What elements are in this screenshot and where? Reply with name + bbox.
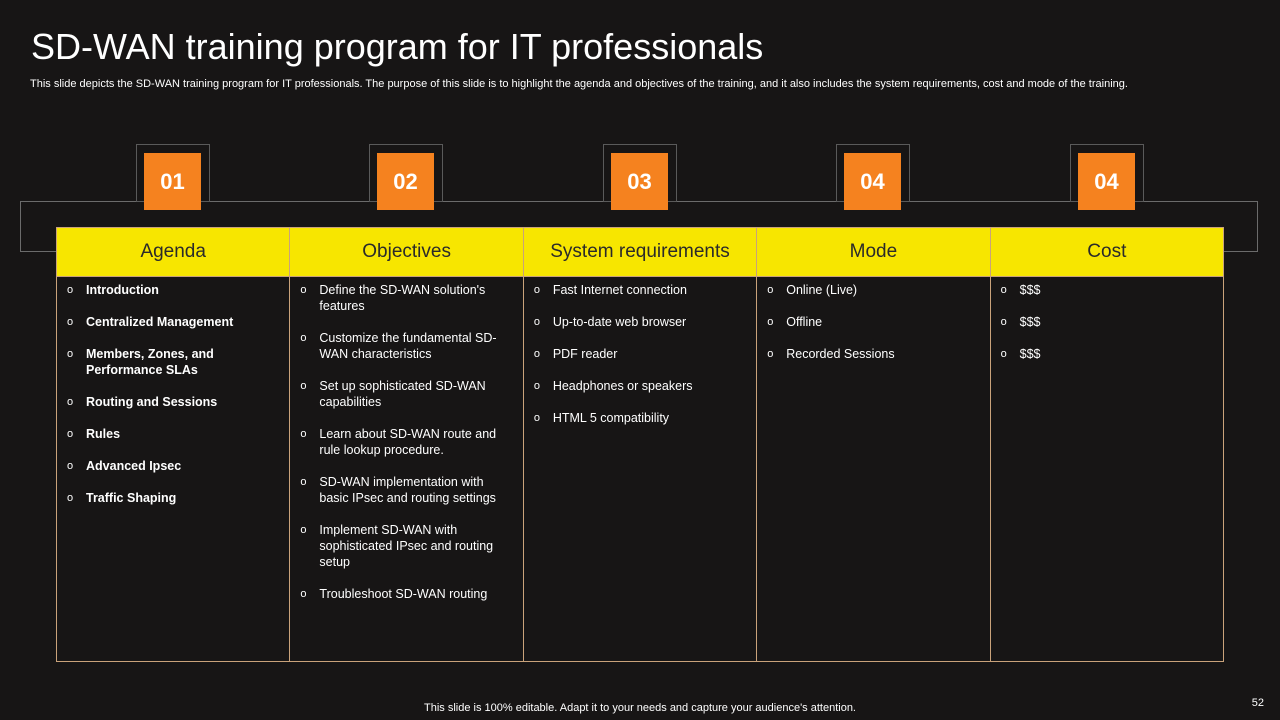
slide-subtitle: This slide depicts the SD-WAN training program for IT professionals. The purpose of this slide is to highlight the agenda and objectives of the training, and it also includes the system requirements, cost and mode of the training.	[30, 78, 1128, 90]
list-item-text: PDF reader	[552, 347, 618, 361]
list-item	[67, 394, 271, 410]
list-item	[534, 378, 738, 394]
circle-bullet-icon: o	[1000, 316, 1007, 328]
list-item	[767, 346, 971, 362]
circle-bullet-icon: o	[67, 428, 74, 440]
circle-bullet-icon: o	[300, 428, 307, 440]
objectives-list	[290, 277, 522, 618]
circle-bullet-icon: o	[67, 316, 74, 328]
column-header: Cost	[991, 228, 1223, 277]
list-item-text: Define the SD-WAN solution's features	[319, 283, 486, 313]
list-item	[67, 282, 271, 298]
list-item-text: Fast Internet connection	[552, 283, 687, 297]
circle-bullet-icon: o	[300, 476, 307, 488]
column-header: System requirements	[524, 228, 756, 277]
list-item	[1001, 314, 1205, 330]
list-item	[300, 426, 504, 458]
list-item-text: HTML 5 compatibility	[552, 411, 670, 425]
list-item-text: Offline	[786, 315, 823, 329]
list-item	[67, 458, 271, 474]
list-item-text: $$$	[1019, 315, 1041, 329]
column-cost	[991, 228, 1223, 661]
list-item-text: Up-to-date web browser	[552, 315, 687, 329]
list-item-text: Rules	[86, 427, 121, 441]
list-item-text: Routing and Sessions	[86, 395, 218, 409]
list-item-text: Online (Live)	[786, 283, 858, 297]
page-number: 52	[1251, 697, 1264, 709]
step-number-badge: 02	[377, 153, 434, 210]
list-item-text: $$$	[1019, 347, 1041, 361]
circle-bullet-icon: o	[300, 332, 307, 344]
system-requirements-list	[524, 277, 756, 442]
column-header: Objectives	[290, 228, 522, 277]
step-number-badge: 04	[844, 153, 901, 210]
list-item-text: Members, Zones, and Performance SLAs	[86, 347, 214, 377]
step-number-badge: 01	[144, 153, 201, 210]
training-table	[56, 227, 1224, 662]
circle-bullet-icon: o	[67, 492, 74, 504]
list-item	[300, 378, 504, 410]
circle-bullet-icon: o	[300, 380, 307, 392]
list-item-text: Centralized Management	[86, 315, 234, 329]
circle-bullet-icon: o	[533, 412, 540, 424]
list-item-text: Recorded Sessions	[786, 347, 895, 361]
circle-bullet-icon: o	[300, 524, 307, 536]
cost-list	[991, 277, 1223, 378]
list-item	[767, 314, 971, 330]
list-item-text: Customize the fundamental SD-WAN characteristics	[319, 331, 497, 361]
list-item	[67, 314, 271, 330]
circle-bullet-icon: o	[533, 348, 540, 360]
footer-note: This slide is 100% editable. Adapt it to your needs and capture your audience's attention.	[424, 702, 856, 714]
list-item-text: $$$	[1019, 283, 1041, 297]
circle-bullet-icon: o	[533, 380, 540, 392]
list-item	[300, 330, 504, 362]
list-item	[300, 282, 504, 314]
list-item-text: Set up sophisticated SD-WAN capabilities	[319, 379, 486, 409]
list-item	[534, 410, 738, 426]
circle-bullet-icon: o	[767, 348, 774, 360]
list-item-text: Implement SD-WAN with sophisticated IPsec and routing setup	[319, 523, 494, 569]
circle-bullet-icon: o	[300, 284, 307, 296]
circle-bullet-icon: o	[533, 316, 540, 328]
slide-title: SD-WAN training program for IT professionals	[31, 26, 764, 67]
column-objectives	[290, 228, 523, 661]
circle-bullet-icon: o	[533, 284, 540, 296]
list-item	[300, 586, 504, 602]
circle-bullet-icon: o	[67, 460, 74, 472]
list-item	[534, 346, 738, 362]
column-mode	[757, 228, 990, 661]
list-item	[534, 282, 738, 298]
column-system-requirements	[524, 228, 757, 661]
mode-list	[757, 277, 989, 378]
list-item	[67, 490, 271, 506]
list-item	[534, 314, 738, 330]
circle-bullet-icon: o	[67, 284, 74, 296]
list-item-text: Troubleshoot SD-WAN routing	[319, 587, 488, 601]
list-item	[1001, 282, 1205, 298]
list-item	[67, 346, 271, 378]
list-item-text: Traffic Shaping	[86, 491, 177, 505]
list-item	[67, 426, 271, 442]
list-item-text: SD-WAN implementation with basic IPsec and routing settings	[319, 475, 496, 505]
circle-bullet-icon: o	[767, 316, 774, 328]
circle-bullet-icon: o	[67, 348, 74, 360]
list-item-text: Headphones or speakers	[552, 379, 693, 393]
list-item-text: Learn about SD-WAN route and rule lookup procedure.	[319, 427, 497, 457]
circle-bullet-icon: o	[67, 396, 74, 408]
step-number-badge: 03	[611, 153, 668, 210]
list-item	[300, 522, 504, 570]
list-item-text: Advanced Ipsec	[86, 459, 182, 473]
circle-bullet-icon: o	[1000, 284, 1007, 296]
circle-bullet-icon: o	[300, 588, 307, 600]
list-item	[300, 474, 504, 506]
circle-bullet-icon: o	[1000, 348, 1007, 360]
column-header: Mode	[757, 228, 989, 277]
list-item-text: Introduction	[86, 283, 159, 297]
column-header: Agenda	[57, 228, 289, 277]
circle-bullet-icon: o	[767, 284, 774, 296]
column-agenda	[57, 228, 290, 661]
agenda-list	[57, 277, 289, 522]
step-number-badge: 04	[1078, 153, 1135, 210]
list-item	[767, 282, 971, 298]
list-item	[1001, 346, 1205, 362]
